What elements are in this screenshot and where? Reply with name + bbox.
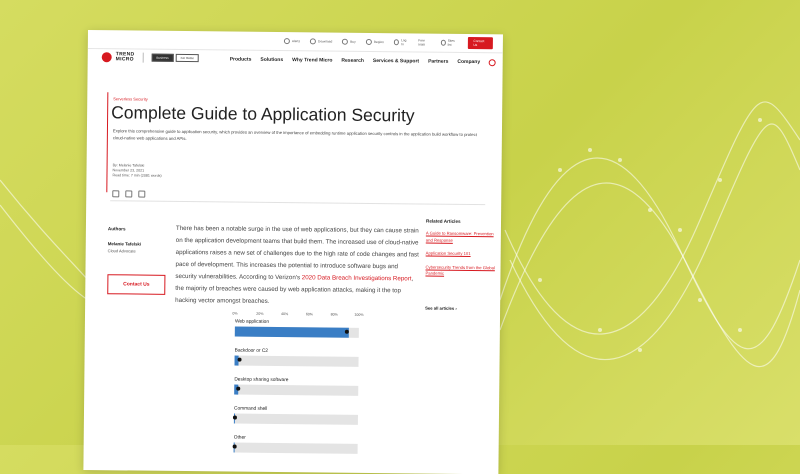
utility-label: Sites list	[447, 38, 455, 47]
bookmark-icon[interactable]	[138, 191, 145, 198]
x-tick-label: 60%	[305, 312, 314, 317]
contact-us-top-button[interactable]: Contact Us	[467, 37, 493, 49]
bar-marker	[233, 416, 237, 420]
bar-marker	[236, 387, 240, 391]
contact-us-button[interactable]: Contact Us	[107, 274, 165, 295]
utility-label: Free trials	[418, 38, 426, 47]
print-icon[interactable]	[125, 190, 132, 197]
main-nav	[230, 56, 497, 66]
audience-toggle	[151, 54, 199, 62]
body-text: There has been a notable surge in the use of web applications, but they can cause strain on the application development teams that build them. The increased use of cloud-native applications raises a new set of challenges due to the high rate of code changes and fast pace of development. This increases the potential to introduce software bugs and security vulnerabilities. According to Verizon's	[175, 224, 419, 282]
utility-login[interactable]	[394, 38, 409, 46]
x-tick-label: 0%	[232, 311, 238, 316]
download-icon	[310, 38, 316, 44]
category-label: Desktop sharing software	[234, 377, 289, 384]
cart-icon	[342, 39, 348, 45]
bar-track	[234, 414, 358, 425]
bar-group	[234, 349, 364, 379]
related-link[interactable]: Application Security 101	[425, 250, 471, 257]
x-tick-label: 80%	[330, 312, 338, 317]
logo-wordmark: TREND MICRO	[115, 51, 135, 63]
read-time: Read time: 7 min (2081 words)	[112, 173, 162, 178]
search-icon[interactable]	[489, 59, 496, 66]
bar-group	[234, 407, 364, 437]
accent-line	[106, 92, 108, 192]
share-tools	[112, 190, 145, 197]
bar-group	[235, 320, 365, 350]
related-heading: Related Articles	[425, 218, 461, 224]
utility-region[interactable]	[366, 39, 384, 45]
nav-partners[interactable]: Partners	[428, 58, 449, 65]
bar-group	[233, 436, 363, 466]
bar-track	[234, 356, 358, 367]
segment-home[interactable]: For Home	[176, 54, 199, 62]
article-page	[83, 30, 503, 474]
dbir-link[interactable]: 2020 Data Breach Investigations Report	[301, 274, 412, 283]
see-all-articles-link[interactable]: See all articles ›	[425, 305, 457, 311]
trend-micro-logo-icon	[102, 52, 112, 62]
utility-alerts[interactable]	[284, 38, 300, 44]
bar-marker	[233, 445, 237, 449]
bar	[235, 327, 349, 338]
segment-business[interactable]: Business	[151, 54, 173, 62]
article-meta	[112, 163, 161, 179]
body-text: , the majority of breaches were caused by web application attacks, making it the top hacking vector amongst breaches.	[175, 275, 414, 305]
nav-research[interactable]: Research	[341, 57, 364, 64]
author-name[interactable]: Melanie Tafelski	[107, 241, 142, 247]
bar-track	[235, 327, 359, 338]
page-title: Complete Guide to Application Security	[111, 102, 415, 126]
share-icon[interactable]	[112, 190, 119, 197]
utility-sites[interactable]	[440, 39, 457, 47]
authors-heading: Authors	[107, 226, 126, 232]
nav-company[interactable]: Company	[457, 58, 481, 66]
utility-label: Download	[318, 39, 333, 44]
trend-micro-logo[interactable]	[102, 52, 199, 63]
utility-download[interactable]	[310, 38, 332, 44]
related-link[interactable]: A Guide to Ransomware: Prevention and Response	[425, 230, 494, 243]
bar-group	[234, 378, 364, 408]
author-role: Cloud Advocate	[107, 248, 136, 254]
nav-why-trend-micro[interactable]: Why Trend Micro	[292, 57, 333, 64]
breadcrumb[interactable]: Serverless Security	[113, 96, 148, 102]
x-tick-label: 40%	[281, 312, 289, 317]
bar-marker	[237, 358, 241, 362]
utility-bar	[284, 36, 493, 48]
globe-icon	[366, 39, 372, 45]
publish-date: November 23, 2021	[112, 168, 145, 173]
divider	[142, 53, 143, 63]
utility-label: Region	[373, 39, 384, 45]
nav-services-support[interactable]: Services & Support	[372, 57, 420, 65]
category-label: Web application	[234, 319, 270, 325]
utility-trials[interactable]	[418, 38, 430, 46]
user-icon	[394, 39, 399, 45]
breach-vector-chart	[233, 312, 365, 466]
nav-solutions[interactable]: Solutions	[260, 56, 284, 64]
utility-label: Buy	[350, 39, 356, 44]
related-articles	[425, 219, 496, 311]
article-intro: Explore this comprehensive guide to application security, which provides an overview of the importance of embedding runtime application security controls in the application build workflow to protect cloud-native web applications and APIs.	[112, 128, 477, 141]
article-body	[175, 223, 421, 310]
category-label: Other	[233, 435, 246, 441]
byline: By: Melanie Tafelski	[112, 163, 145, 168]
bar-marker	[344, 330, 348, 334]
utility-buy[interactable]	[342, 39, 356, 45]
nav-products[interactable]: Products	[229, 56, 252, 63]
divider	[110, 200, 485, 205]
x-tick-label: 100%	[354, 312, 364, 317]
related-link[interactable]: Cybersecurity Trends from the Global Pandemic	[425, 264, 495, 276]
bar-track	[234, 443, 358, 454]
category-label: Backdoor or C2	[234, 348, 268, 354]
utility-label: Log In	[401, 38, 407, 47]
utility-label: Alerts	[291, 39, 301, 44]
bar-track	[234, 385, 358, 396]
bell-icon	[284, 38, 290, 44]
category-label: Command shell	[234, 406, 268, 412]
grid-icon	[440, 40, 445, 46]
x-tick-label: 20%	[256, 311, 264, 316]
